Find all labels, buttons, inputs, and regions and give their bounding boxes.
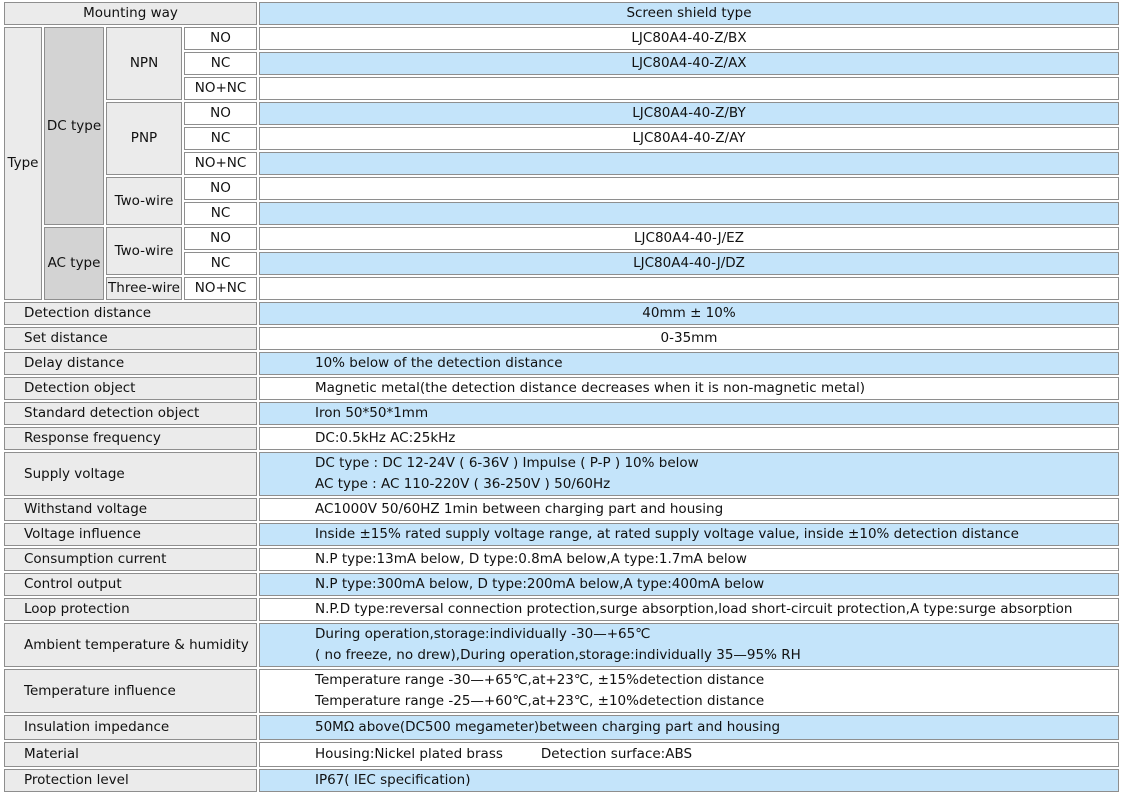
model-ac-two-wire-no: LJC80A4-40-J/EZ (259, 227, 1119, 250)
spec-value-withstand-voltage: AC1000V 50/60HZ 1min between charging part and housing (259, 498, 1119, 521)
spec-value-detection-object: Magnetic metal(the detection distance decreases when it is non-magnetic metal) (259, 377, 1119, 400)
npn-nonc-label: NO+NC (184, 77, 257, 100)
spec-value-delay-distance: 10% below of the detection distance (259, 352, 1119, 375)
spec-value-supply-voltage (259, 452, 1119, 496)
spec-value-consumption-current: N.P type:13mA below, D type:0.8mA below,A type:1.7mA below (259, 548, 1119, 571)
material-housing: Housing:Nickel plated brass (315, 746, 503, 762)
pnp-nc-label: NC (184, 127, 257, 150)
dc-two-wire-label: Two-wire (106, 177, 182, 225)
model-pnp-nonc (259, 152, 1119, 175)
spec-label-supply-voltage: Supply voltage (4, 452, 257, 496)
spec-label-set-distance: Set distance (4, 327, 257, 350)
ac-three-wire-nonc-label: NO+NC (184, 277, 257, 300)
spec-value-control-output: N.P type:300mA below, D type:200mA below,A type:400mA below (259, 573, 1119, 596)
spec-label-response-frequency: Response frequency (4, 427, 257, 450)
spec-value-detection-distance: 40mm ± 10% (259, 302, 1119, 325)
model-ac-three-wire-nonc (259, 277, 1119, 300)
ac-two-wire-label: Two-wire (106, 227, 182, 275)
spec-label-detection-object: Detection object (4, 377, 257, 400)
spec-value-ambient-temperature (259, 623, 1119, 667)
dc-type-label: DC type (44, 27, 104, 225)
pnp-label: PNP (106, 102, 182, 175)
spec-label-loop-protection: Loop protection (4, 598, 257, 621)
spec-value-loop-protection: N.P.D type:reversal connection protection,surge absorption,load short-circuit protection,A type:surge absorption (259, 598, 1119, 621)
spec-label-control-output: Control output (4, 573, 257, 596)
temperature-influence-line-1: Temperature range -30—+65℃,at+23℃, ±15%detection distance (315, 672, 765, 688)
supply-voltage-ac-line: AC type : AC 110-220V ( 36-250V ) 50/60Hz (315, 476, 611, 492)
spec-label-temperature-influence: Temperature influence (4, 669, 257, 713)
npn-label: NPN (106, 27, 182, 100)
spec-label-insulation-impedance: Insulation impedance (4, 715, 257, 740)
npn-no-label: NO (184, 27, 257, 50)
supply-voltage-dc-line: DC type : DC 12-24V ( 6-36V ) Impulse ( P-P ) 10% below (315, 455, 699, 471)
spec-label-voltage-influence: Voltage influence (4, 523, 257, 546)
model-dc-two-wire-no (259, 177, 1119, 200)
pnp-no-label: NO (184, 102, 257, 125)
spec-label-consumption-current: Consumption current (4, 548, 257, 571)
spec-label-protection-level: Protection level (4, 769, 257, 792)
type-label: Type (4, 27, 42, 300)
spec-label-delay-distance: Delay distance (4, 352, 257, 375)
spec-value-insulation-impedance: 50MΩ above(DC500 megameter)between charging part and housing (259, 715, 1119, 740)
model-ac-two-wire-nc: LJC80A4-40-J/DZ (259, 252, 1119, 275)
dc-two-wire-nc-label: NC (184, 202, 257, 225)
spec-label-ambient-temperature: Ambient temperature & humidity (4, 623, 257, 667)
spec-value-response-frequency: DC:0.5kHz AC:25kHz (259, 427, 1119, 450)
model-npn-nc: LJC80A4-40-Z/AX (259, 52, 1119, 75)
spec-value-voltage-influence: Inside ±15% rated supply voltage range, at rated supply voltage value, inside ±10% detection distance (259, 523, 1119, 546)
model-npn-no: LJC80A4-40-Z/BX (259, 27, 1119, 50)
pnp-nonc-label: NO+NC (184, 152, 257, 175)
spec-value-material (259, 742, 1119, 767)
spec-label-withstand-voltage: Withstand voltage (4, 498, 257, 521)
spec-value-set-distance: 0-35mm (259, 327, 1119, 350)
ac-two-wire-nc-label: NC (184, 252, 257, 275)
ambient-temperature-line: During operation,storage:individually -30—+65℃ (315, 626, 651, 642)
dc-two-wire-no-label: NO (184, 177, 257, 200)
material-detection-surface: Detection surface:ABS (540, 746, 693, 762)
model-dc-two-wire-nc (259, 202, 1119, 225)
ac-type-label: AC type (44, 227, 104, 300)
spec-label-material: Material (4, 742, 257, 767)
spec-label-detection-distance: Detection distance (4, 302, 257, 325)
model-pnp-no: LJC80A4-40-Z/BY (259, 102, 1119, 125)
temperature-influence-line-2: Temperature range -25—+60℃,at+23℃, ±10%detection distance (315, 693, 765, 709)
model-npn-nonc (259, 77, 1119, 100)
ambient-humidity-line: ( no freeze, no drew),During operation,storage:individually 35—95% RH (315, 647, 801, 663)
npn-nc-label: NC (184, 52, 257, 75)
header-mounting-way: Mounting way (4, 2, 257, 25)
ac-three-wire-label: Three-wire (106, 277, 182, 300)
spec-value-protection-level: IP67( IEC specification) (259, 769, 1119, 792)
ac-two-wire-no-label: NO (184, 227, 257, 250)
model-pnp-nc: LJC80A4-40-Z/AY (259, 127, 1119, 150)
spec-label-standard-detection-object: Standard detection object (4, 402, 257, 425)
header-screen-shield-type: Screen shield type (259, 2, 1119, 25)
spec-value-standard-detection-object: Iron 50*50*1mm (259, 402, 1119, 425)
spec-value-temperature-influence (259, 669, 1119, 713)
